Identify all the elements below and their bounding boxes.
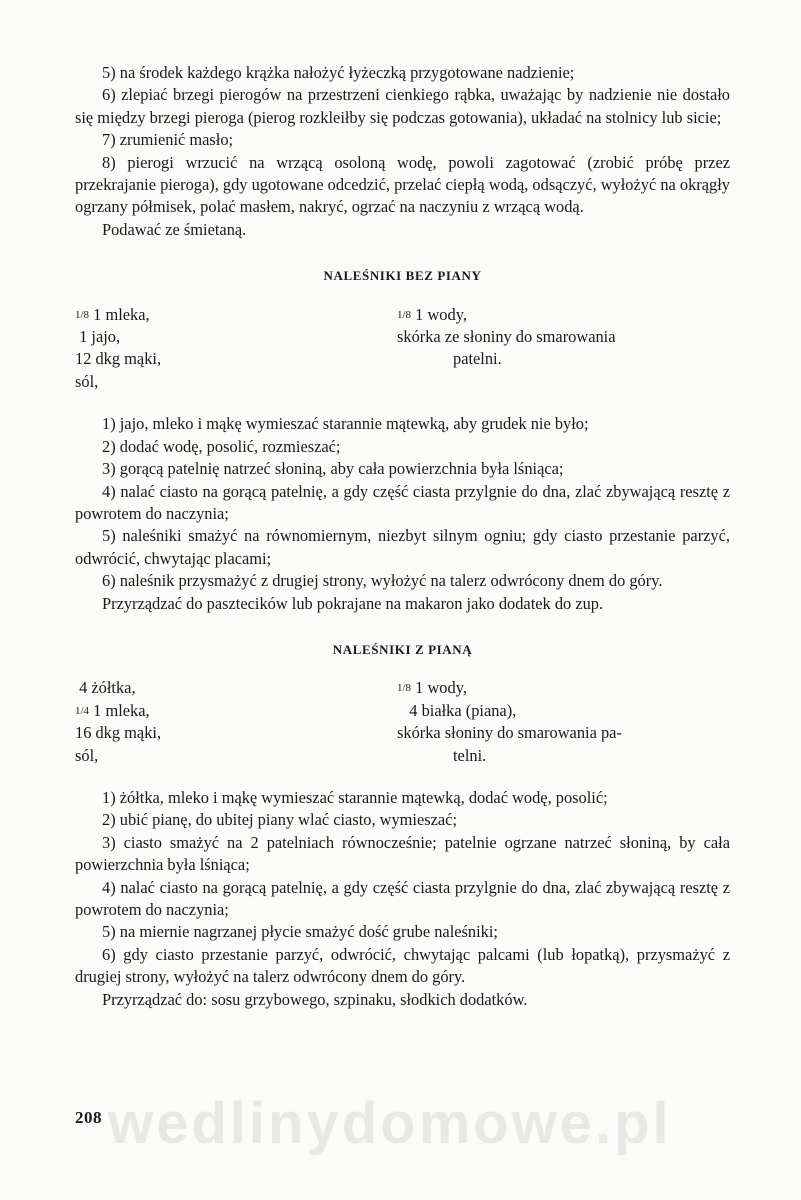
recipe2-step-2: 2) ubić pianę, do ubitej piany wlać ciasto, wymieszać; [102, 810, 458, 830]
intro-step-6: 6) zlepiać brzegi pierogów na przestrzeni cienkiego rąbka, uważając by nadzienie nie dostało się między brzegi pieroga (pierog rozkleiłby się podczas gotowania), układać na stolnicy lub sicie; [75, 85, 730, 127]
watermark: wedlinydomowe.pl [108, 1091, 672, 1156]
ingredient: patelni. [453, 349, 502, 369]
ingredient: 1/4 1 mleka, [75, 700, 150, 720]
ingredient: 1/8 1 mleka, [75, 304, 150, 324]
recipe1-step-4: 4) nalać ciasto na gorącą patelnię, a gdy część ciasta przylgnie do dna, zlać zbywającą resztę z powrotem do naczynia; [75, 481, 730, 523]
recipe1-step-5: 5) naleśniki smażyć na równomiernym, niezbyt silnym ogniu; gdy ciasto przestanie parzyć, odwrócić, chwytając placami; [75, 526, 730, 568]
recipe2-step-5: 5) na miernie nagrzanej płycie smażyć dość grube naleśniki; [102, 922, 498, 942]
recipe2-step-4: 4) nalać ciasto na gorącą patelnię, a gdy część ciasta przylgnie do dna, zlać zbywającą resztę z powrotem do naczynia; [75, 877, 730, 919]
recipe2-ingredients-left [75, 677, 397, 767]
intro-step-5: 5) na środek każdego krążka nałożyć łyżeczką przygotowane nadzienie; [102, 63, 575, 82]
intro-serving: Podawać ze śmietaną. [102, 219, 247, 239]
recipe2-note: Przyrządzać do: sosu grzybowego, szpinaku, słodkich dodatków. [102, 989, 528, 1009]
ingredient: skórka słoniny do smarowania pa- [397, 723, 622, 743]
recipe1-ingredients [75, 304, 730, 394]
recipe1-step-2: 2) dodać wodę, posolić, rozmieszać; [102, 436, 341, 456]
recipe1-step-3: 3) gorącą patelnię natrzeć słoniną, aby cała powierzchnia była lśniąca; [102, 459, 564, 479]
recipe1-ingredients-left [75, 304, 397, 394]
recipe2-step-1: 1) żółtka, mleko i mąkę wymieszać starannie mątewką, dodać wodę, posolić; [102, 787, 608, 807]
ingredient: sól, [75, 371, 99, 391]
recipe1-ingredients-right [397, 304, 730, 394]
ingredient: sól, [75, 745, 99, 765]
ingredient: 1 jajo, [79, 327, 121, 347]
recipe2-step-3: 3) ciasto smażyć na 2 patelniach równocześnie; patelnie ogrzane natrzeć słoniną, by cała powierzchnia była lśniąca; [75, 832, 730, 875]
ingredient: telni. [453, 745, 487, 765]
ingredient: skórka ze słoniny do smarowania [397, 327, 616, 347]
page-number: 208 [75, 1108, 102, 1127]
ingredient: 1/8 1 wody, [397, 678, 467, 698]
recipe2-ingredients-right [397, 677, 730, 767]
recipe2-title: NALEŚNIKI Z PIANĄ [332, 641, 473, 657]
recipe1-title: NALEŚNIKI BEZ PIANY [323, 268, 482, 284]
recipe2-step-6: 6) gdy ciasto przestanie parzyć, odwrócić, chwytając palcami (lub łopatką), przysmażyć z drugiej strony, wyłożyć na talerz odwrócony dnem do góry. [75, 944, 730, 987]
intro-step-7: 7) zrumienić masło; [102, 130, 234, 150]
ingredient: 4 żółtka, [79, 678, 136, 698]
ingredient: 4 białka (piana), [409, 700, 517, 720]
recipe1-step-6: 6) naleśnik przysmażyć z drugiej strony, wyłożyć na talerz odwrócony dnem do góry. [102, 571, 663, 591]
recipe1-step-1: 1) jajo, mleko i mąkę wymieszać starannie mątewką, aby grudek nie było; [102, 414, 589, 434]
recipe1-note: Przyrządzać do pasztecików lub pokrajane na makaron jako dodatek do zup. [102, 593, 604, 613]
intro-step-8: 8) pierogi wrzucić na wrzącą osoloną wodę, powoli zagotować (zrobić próbę przez przekrajanie pieroga), gdy ugotowane odcedzić, przelać ciepłą wodą, odsączyć, wyłożyć na okrągły ogrzany półmisek, polać masłem, nakryć, ogrzać na naczyniu z wrzącą wodą. [75, 152, 730, 217]
recipe2-ingredients [75, 677, 730, 767]
ingredient: 12 dkg mąki, [75, 349, 162, 369]
page-body [75, 62, 730, 1011]
ingredient: 1/8 1 wody, [397, 304, 467, 324]
ingredient: 16 dkg mąki, [75, 723, 162, 743]
